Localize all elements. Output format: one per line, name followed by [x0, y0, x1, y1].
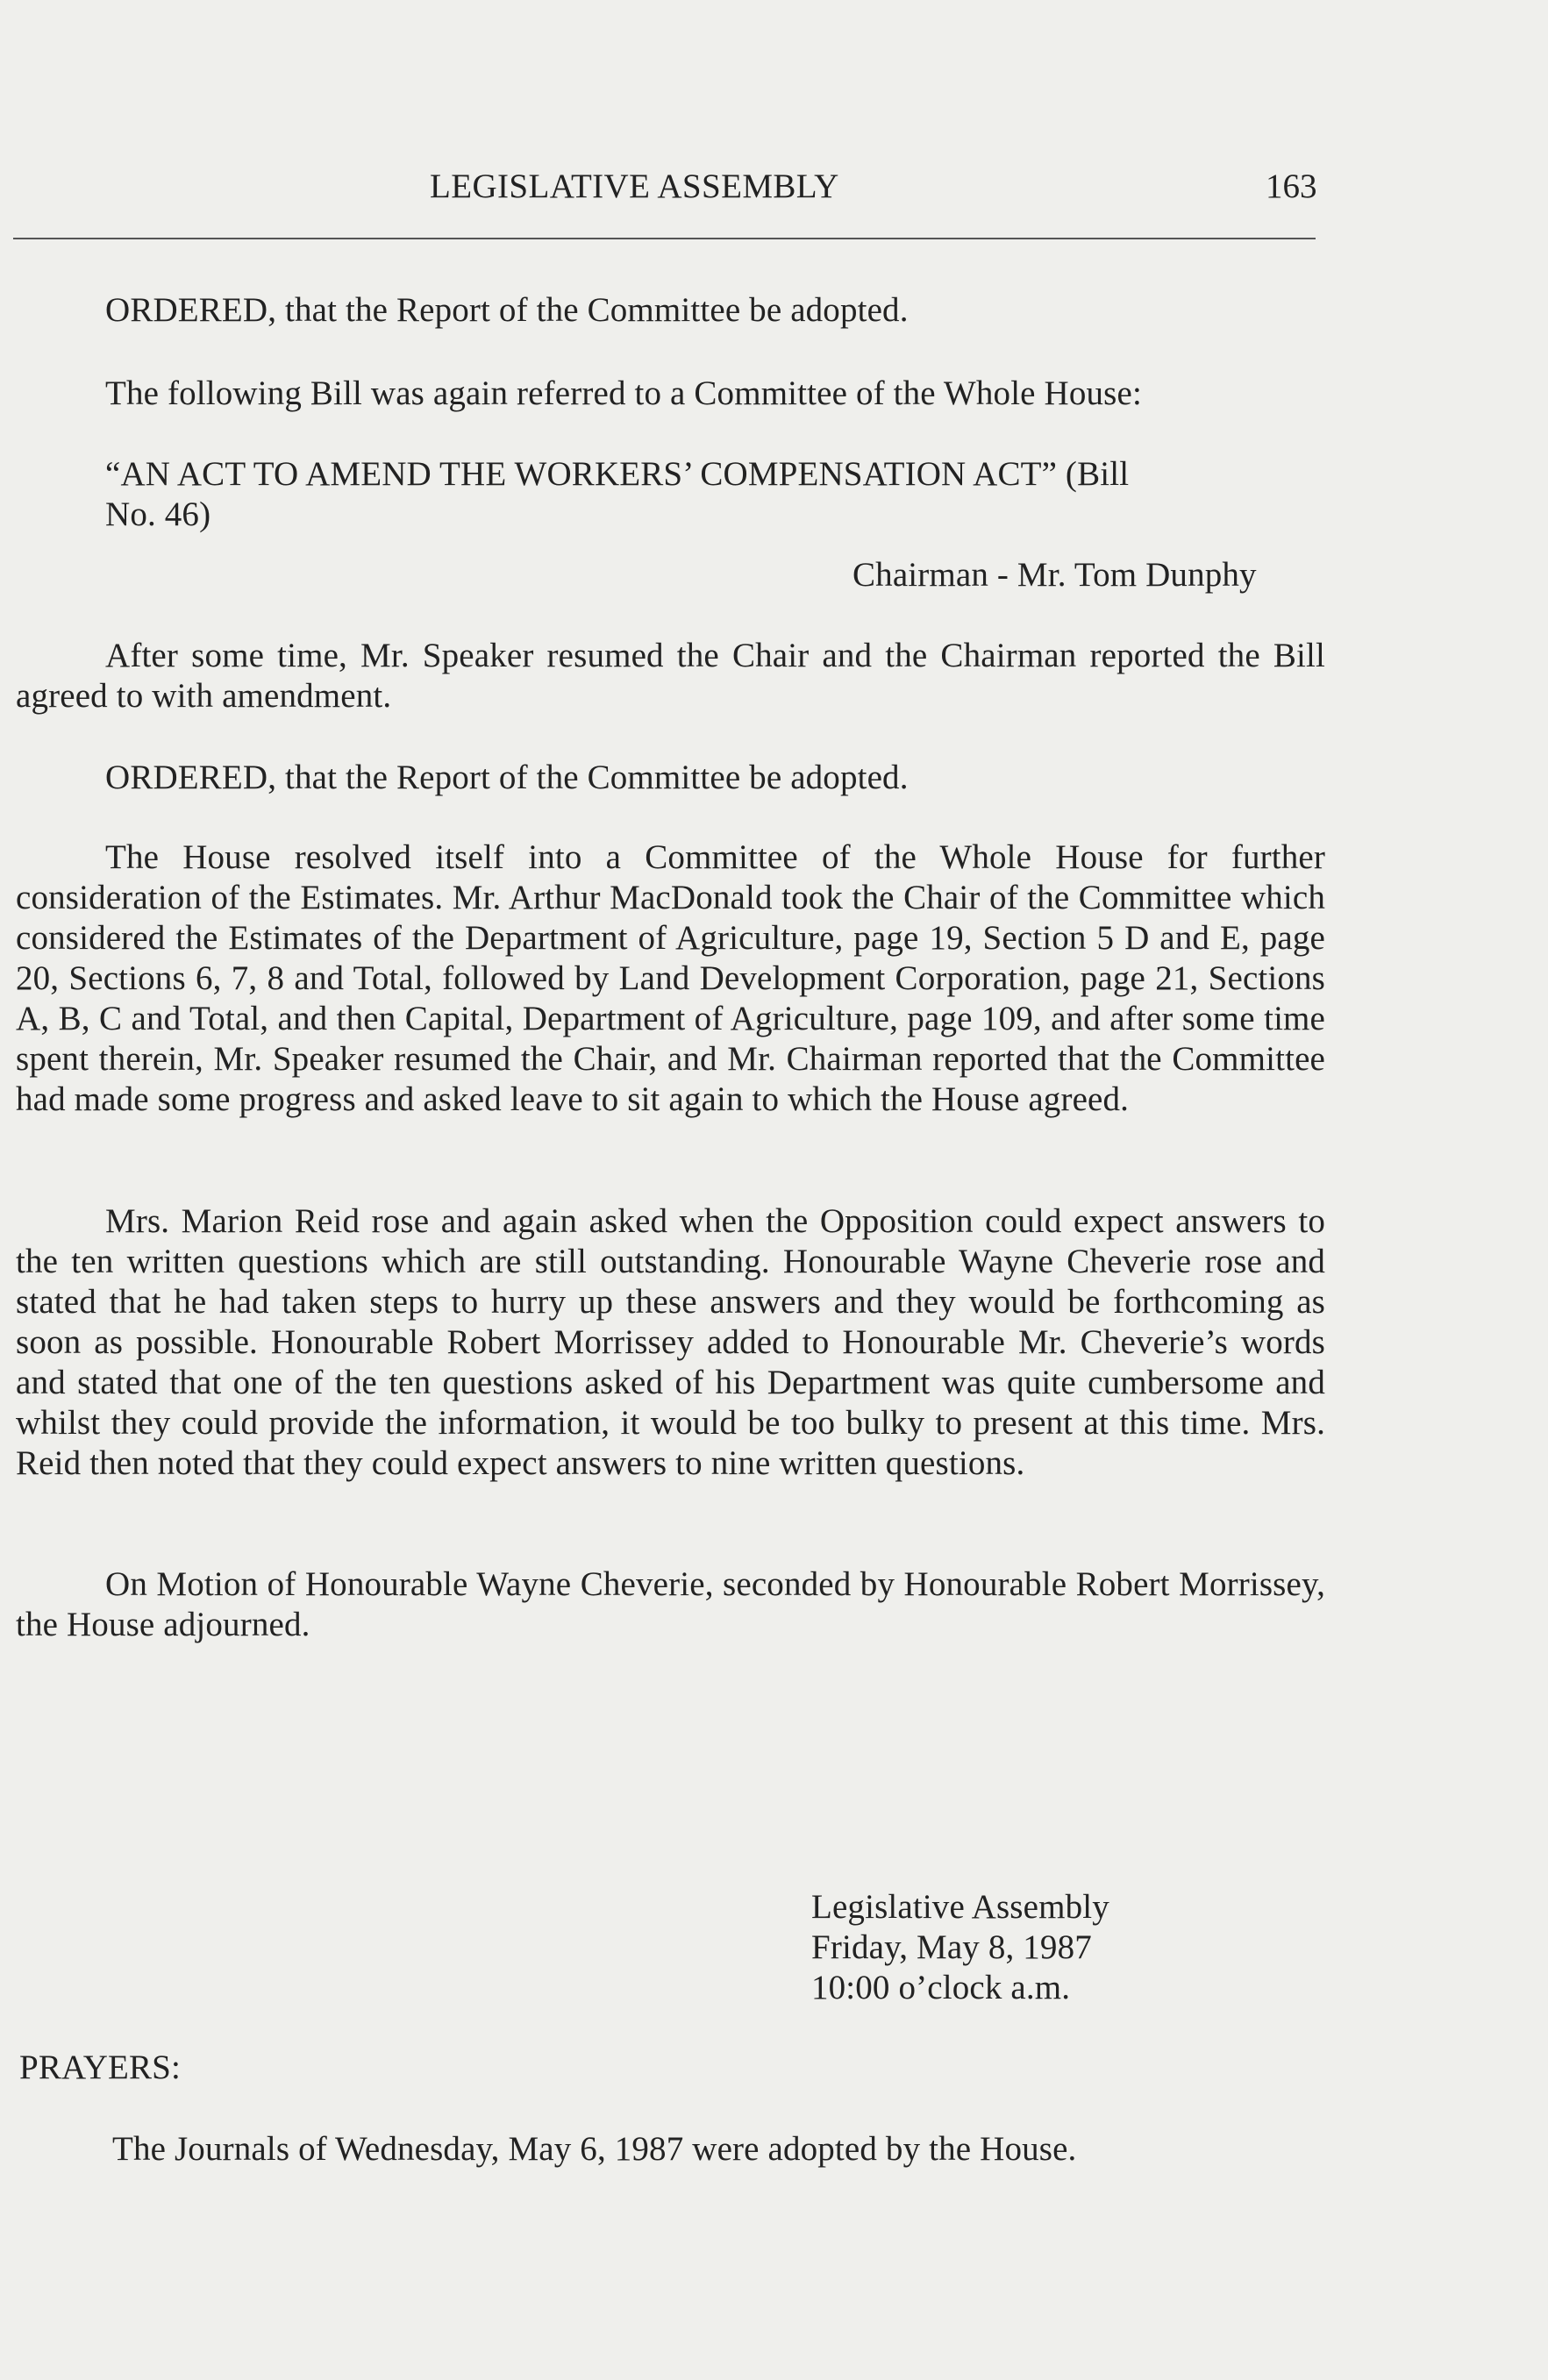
page-number: 163: [1266, 167, 1317, 205]
estimates-paragraph: The House resolved itself into a Committee of the Whole House for further consideration of the Estimates. Mr. Arthur MacDonald took the Chair of the Committee which considered the Estimates of the Department of Agriculture, page 19, Section 5 D and E, page 20, Sections 6, 7, 8 and Total, followed by Land Development Corporation, page 21, Sections A, B, C and Total, and then Capital, Department of Agriculture, page 109, and after some time spent therein, Mr. Speaker resumed the Chair, and Mr. Chairman reported that the Committee had made some progress and asked leave to sit again to which the House agreed.: [16, 838, 1325, 1118]
bill-referral-paragraph: The following Bill was again referred to a Committee of the Whole House:: [105, 374, 1142, 412]
running-head: LEGISLATIVE ASSEMBLY: [430, 167, 839, 205]
bill-title-line-1: “AN ACT TO AMEND THE WORKERS’ COMPENSATION ACT” (Bill: [105, 455, 1130, 493]
speaker-resumed-paragraph: After some time, Mr. Speaker resumed the Chair and the Chairman reported the Bill agreed to with amendment.: [16, 637, 1325, 715]
written-questions-paragraph: Mrs. Marion Reid rose and again asked when the Opposition could expect answers to the ten written questions which are still outstanding. Honourable Wayne Cheverie rose and stated that he had taken steps to hurry up these answers and they would be forthcoming as soon as possible. Honourable Robert Morrissey added to Honourable Mr. Cheverie’s words and stated that one of the ten questions asked of his Department was quite cumbersome and whilst they could provide the information, it would be too bulky to present at this time. Mrs. Reid then noted that they could expect answers to nine written questions.: [16, 1202, 1325, 1482]
bill-title-line-2: No. 46): [105, 495, 211, 533]
adjournment-paragraph: On Motion of Honourable Wayne Cheverie, seconded by Honourable Robert Morrissey, the House adjourned.: [16, 1565, 1325, 1643]
journals-paragraph: The Journals of Wednesday, May 6, 1987 were adopted by the House.: [112, 2130, 1077, 2168]
prayers-heading: PRAYERS:: [19, 2049, 182, 2086]
sitting-place: Legislative Assembly: [811, 1888, 1109, 1926]
sitting-time: 10:00 o’clock a.m.: [811, 1969, 1071, 2006]
sitting-date: Friday, May 8, 1987: [811, 1928, 1092, 1966]
chairman-line: Chairman - Mr. Tom Dunphy: [852, 556, 1257, 594]
ordered-paragraph-1: ORDERED, that the Report of the Committee be adopted.: [105, 291, 909, 329]
header-rule: [13, 238, 1316, 239]
ordered-paragraph-2: ORDERED, that the Report of the Committee be adopted.: [105, 759, 909, 796]
